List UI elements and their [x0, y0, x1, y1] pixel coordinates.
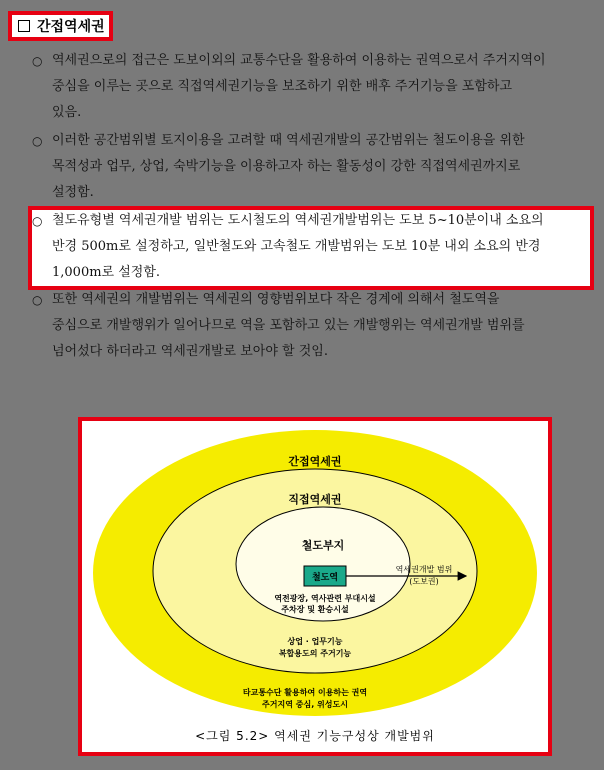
paragraph-line: 역세권으로의 접근은 도보이외의 교통수단을 활용하여 이용하는 권역으로서 주거지역이	[52, 53, 546, 68]
paragraph-1	[32, 48, 592, 126]
inner-desc-line-1: 역전광장, 역사관련 부대시설	[274, 594, 376, 603]
outer-desc-line-1: 타교통수단 활용하여 이용하는 권역	[242, 688, 368, 697]
inner-zone-label: 철도부지	[301, 539, 345, 552]
section-title: 간접역세권	[37, 19, 105, 35]
range-sublabel: (도보권)	[409, 577, 439, 586]
checkbox-square-icon	[18, 20, 30, 32]
paragraph-2	[32, 128, 592, 206]
paragraph-line: 또한 역세권의 개발범위는 역세권의 영향범위보다 작은 경계에 의해서 철도역을	[52, 292, 500, 307]
paragraph-line: 넘어섰다 하더라고 역세권개발로 보아야 할 것임.	[52, 344, 328, 359]
bullet-icon: ○	[32, 54, 43, 68]
figure-box	[78, 417, 552, 756]
paragraph-line: 반경 500m로 설정하고, 일반철도와 고속철도 개발범위는 도보 10분 내외 소요의 반경	[52, 239, 541, 254]
inner-desc-line-2: 주차장 및 환승시설	[281, 605, 349, 614]
paragraph-line: 이러한 공간범위별 토지이용을 고려할 때 역세권개발의 공간범위는 철도이용을 위한	[52, 133, 525, 148]
concentric-zone-diagram	[82, 421, 548, 752]
station-label: 철도역	[311, 573, 339, 583]
paragraph-line: 설정함.	[52, 185, 94, 200]
paragraph-line: 목적성과 업무, 상업, 숙박기능을 이용하고자 하는 활동성이 강한 직접역세권까지로	[52, 159, 521, 174]
paragraph-3-highlighted	[32, 208, 592, 286]
paragraph-line: 중심을 이루는 곳으로 직접역세권기능을 보조하기 위한 배후 주거기능을 포함하고	[52, 79, 513, 94]
middle-desc-line-1: 상업 · 업무기능	[287, 637, 343, 646]
paragraph-4	[32, 287, 592, 365]
outer-zone-label: 간접역세권	[288, 455, 342, 468]
section-title-box	[8, 11, 113, 41]
paragraph-line: 철도유형별 역세권개발 범위는 도시철도의 역세권개발범위는 도보 5~10분이내 소요의	[52, 213, 544, 228]
outer-desc-line-2: 주거지역 중심, 위성도시	[262, 700, 348, 709]
range-label: 역세권개발 범위	[395, 565, 453, 574]
figure-caption: <그림 5.2> 역세권 기능구성상 개발범위	[195, 729, 435, 743]
bullet-icon: ○	[32, 214, 43, 228]
inner-zone-ellipse	[236, 507, 410, 621]
middle-zone-label: 직접역세권	[288, 493, 342, 506]
bullet-icon: ○	[32, 293, 43, 307]
middle-desc-line-2: 복합용도의 주거기능	[278, 649, 352, 658]
paragraph-line: 중심으로 개발행위가 일어나므로 역을 포함하고 있는 개발행위는 역세권개발 범위를	[52, 318, 525, 333]
paragraph-line: 있음.	[52, 105, 82, 120]
paragraph-line: 1,000m로 설정함.	[52, 265, 161, 280]
bullet-icon: ○	[32, 134, 43, 148]
